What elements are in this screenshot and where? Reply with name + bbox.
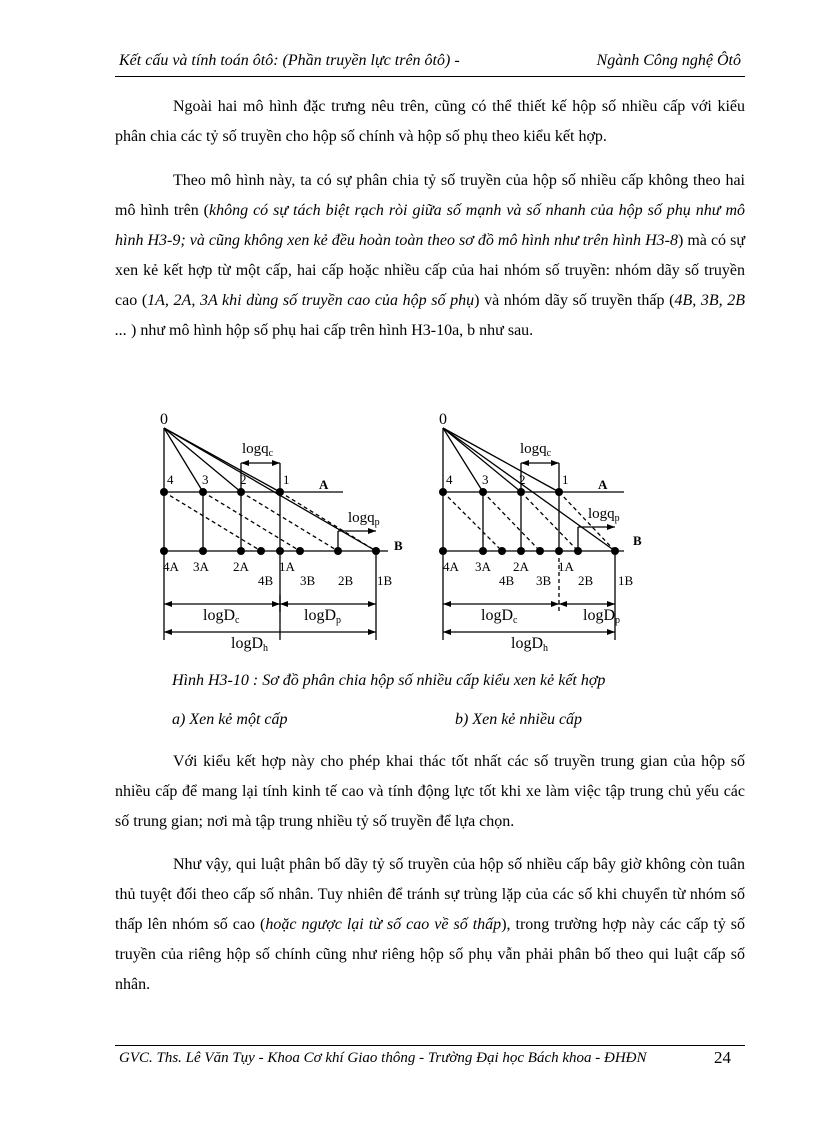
diagram-a — [164, 428, 388, 640]
subcaption-b: b) Xen kẻ nhiều cấp — [455, 711, 583, 728]
page-footer — [115, 1045, 745, 1067]
svg-text:2A: 2A — [513, 559, 529, 574]
paragraph-2: Theo mô hình này, ta có sự phân chia tỷ số truyền của hộp số nhiều cấp không theo hai mô hình trên (không có sự tách biệt rạch ròi giữa số mạnh và số nhanh của hộp số phụ như mô hình H3-9; và cũng không xen kẻ đều hoàn toàn theo sơ đồ mô hình như trên hình H3-8) mà có sự xen kẻ kết hợp từ một cấp, hai cấp hoặc nhiều cấp của hai nhóm số truyền: nhóm dãy số truyền cao (1A, 2A, 3A khi dùng số truyền cao của hộp số phụ) và nhóm dãy số truyền thấp (4B, 3B, 2B ... ) như mô hình hộp số phụ hai cấp trên hình H3-10a, b như sau. — [115, 172, 746, 339]
svg-text:2: 2 — [240, 472, 247, 487]
svg-text:logDc: logDc — [481, 607, 518, 626]
svg-text:logqp: logq$_p$ — [348, 510, 380, 528]
svg-text:A: A — [319, 477, 329, 492]
header-department: Ngành Công nghệ Ôtô — [596, 52, 741, 69]
svg-text:1A: 1A — [279, 559, 295, 574]
page-number: 24 — [714, 1048, 731, 1067]
svg-text:3: 3 — [202, 472, 209, 487]
svg-text:logqc: logq$_c$ — [242, 441, 274, 459]
svg-text:B: B — [633, 533, 642, 548]
svg-text:A: A — [598, 477, 608, 492]
svg-text:2B: 2B — [578, 573, 594, 588]
paragraph-1: Ngoài hai mô hình đặc trưng nêu trên, cũng có thể thiết kế hộp số nhiều cấp với kiểu phân chia các tỷ số truyền cho hộp số chính và hộp số phụ theo kiểu kết hợp. — [115, 98, 745, 145]
svg-text:0: 0 — [160, 411, 168, 428]
figure-caption: Hình H3-10 : Sơ đồ phân chia hộp số nhiều cấp kiểu xen kẻ kết hợp — [172, 672, 606, 689]
svg-text:4B: 4B — [499, 573, 515, 588]
svg-text:3A: 3A — [193, 559, 209, 574]
paragraph-3: Với kiểu kết hợp này cho phép khai thác tốt nhất các số truyền trung gian của hộp số nhiều cấp để mang lại tính kinh tế cao và tính động lực tốt khi xe làm việc tập trung chủ yếu các số trung gian; nơi mà tập trung nhiều tỷ số truyền để lựa chọn. — [115, 753, 745, 830]
svg-text:4B: 4B — [258, 573, 274, 588]
svg-text:1B: 1B — [618, 573, 634, 588]
svg-text:3A: 3A — [475, 559, 491, 574]
svg-text:4: 4 — [167, 472, 174, 487]
svg-text:logqc: logq$_c$ — [520, 441, 552, 459]
svg-text:logDh: logDh — [511, 635, 548, 654]
svg-text:3B: 3B — [536, 573, 552, 588]
svg-text:0: 0 — [439, 411, 447, 428]
subcaption-a: a) Xen kẻ một cấp — [172, 711, 288, 728]
diagram-a-nodes — [160, 488, 380, 555]
svg-text:1A: 1A — [558, 559, 574, 574]
svg-text:1: 1 — [562, 472, 569, 487]
svg-text:1B: 1B — [377, 573, 393, 588]
footer-author: GVC. Ths. Lê Văn Tụy - Khoa Cơ khí Giao thông - Trường Đại học Bách khoa - ĐHĐN — [119, 1050, 647, 1066]
paragraph-4: Như vậy, qui luật phân bố dãy tỷ số truyền của hộp số nhiều cấp bây giờ không còn tuân thủ tuyệt đối theo cấp số nhân. Tuy nhiên để tránh sự trùng lặp của các số khi chuyển từ nhóm số thấp lên nhóm số cao (hoặc ngược lại từ số cao về số thấp), trong trường hợp này các cấp tỷ số truyền của riêng hộp số chính cũng như riêng hộp số phụ vẫn phải phân bố theo qui luật cấp số nhân. — [115, 856, 746, 993]
svg-text:logDh: logDh — [231, 635, 268, 654]
svg-text:logDc: logDc — [203, 607, 240, 626]
svg-text:4: 4 — [446, 472, 453, 487]
header-title: Kết cấu và tính toán ôtô: (Phần truyền lực trên ôtô) - — [119, 52, 460, 69]
svg-text:logDp: logDp — [583, 607, 620, 626]
svg-text:4A: 4A — [443, 559, 459, 574]
svg-text:logqp: logq$_p$ — [588, 506, 620, 524]
svg-text:4A: 4A — [163, 559, 179, 574]
svg-text:2B: 2B — [338, 573, 354, 588]
svg-text:2: 2 — [519, 472, 526, 487]
svg-text:B: B — [394, 538, 403, 553]
svg-text:1: 1 — [283, 472, 290, 487]
svg-text:logDp: logDp — [304, 607, 341, 626]
svg-text:2A: 2A — [233, 559, 249, 574]
svg-text:3B: 3B — [300, 573, 316, 588]
svg-text:3: 3 — [482, 472, 489, 487]
